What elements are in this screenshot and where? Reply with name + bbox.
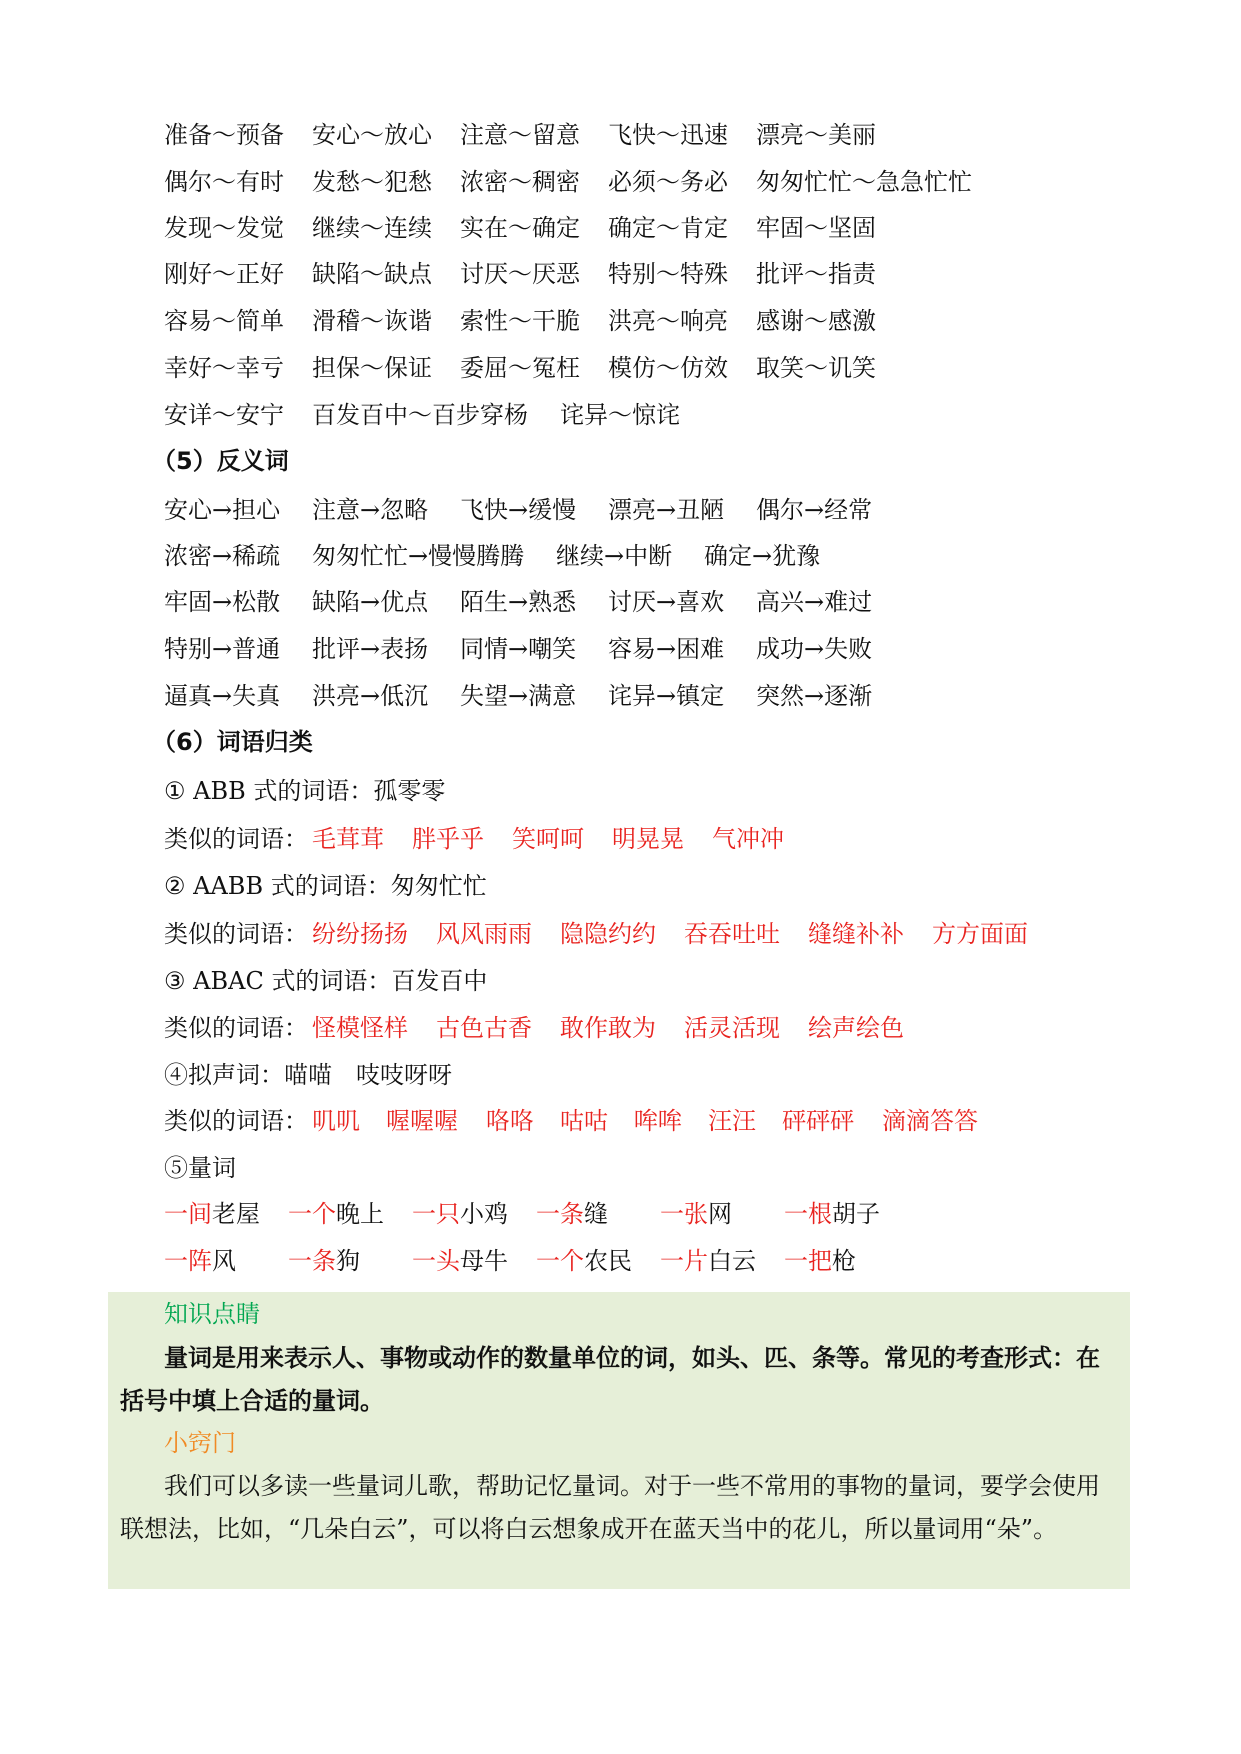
similar-label: 类似的词语： (164, 825, 308, 853)
measure-phrase: 一间老屋 (164, 1200, 260, 1228)
synonym-pair: 发现～发觉 (164, 214, 284, 242)
similar-word: 砰砰砰 (782, 1107, 854, 1135)
similar-label: 类似的词语： (164, 920, 308, 948)
similar-label: 类似的词语： (164, 1014, 308, 1042)
synonym-pair: 模仿～仿效 (608, 354, 728, 382)
onomatopoeia-line: ④拟声词：喵喵 吱吱呀呀 (164, 1061, 452, 1089)
similar-word: 绘声绘色 (808, 1014, 904, 1042)
classify-heading: （6）词语归类 (152, 728, 313, 756)
synonym-pair: 批评～指责 (756, 260, 876, 288)
measure-heading: ⑤量词 (164, 1154, 236, 1182)
antonym-pair: 高兴→难过 (756, 588, 873, 616)
antonym-pair: 继续→中断 (556, 542, 673, 570)
measure-phrase: 一个农民 (536, 1247, 632, 1275)
synonym-pair: 讨厌～厌恶 (460, 260, 580, 288)
synonym-pair: 准备～预备 (164, 121, 284, 149)
similar-word: 叽叽 (312, 1107, 360, 1135)
synonym-pair: 缺陷～缺点 (312, 260, 432, 288)
antonym-pair: 确定→犹豫 (704, 542, 821, 570)
synonym-pair: 百发百中～百步穿杨 (312, 401, 528, 429)
similar-word: 哞哞 (634, 1107, 682, 1135)
antonym-pair: 成功→失败 (756, 635, 873, 663)
synonym-pair: 发愁～犯愁 (312, 168, 432, 196)
similar-word: 毛茸茸 (312, 825, 384, 853)
similar-word: 明晃晃 (612, 825, 684, 853)
synonym-pair: 必须～务必 (608, 168, 728, 196)
similar-word: 缝缝补补 (808, 920, 904, 948)
synonym-pair: 继续～连续 (312, 214, 432, 242)
synonym-pair: 容易～简单 (164, 307, 284, 335)
similar-word: 纷纷扬扬 (312, 920, 408, 948)
synonym-pair: 感谢～感激 (756, 307, 876, 335)
synonym-pair: 注意～留意 (460, 121, 580, 149)
antonym-pair: 洪亮→低沉 (312, 682, 429, 710)
antonym-pair: 飞快→缓慢 (460, 496, 577, 524)
synonym-pair: 委屈～冤枉 (460, 354, 580, 382)
similar-word: 咯咯 (486, 1107, 534, 1135)
antonym-pair: 诧异→镇定 (608, 682, 725, 710)
antonym-pair: 容易→困难 (608, 635, 725, 663)
similar-word: 活灵活现 (684, 1014, 780, 1042)
synonym-pair: 安心～放心 (312, 121, 432, 149)
similar-word: 胖乎乎 (412, 825, 484, 853)
synonym-pair: 安详～安宁 (164, 401, 284, 429)
similar-word: 汪汪 (708, 1107, 756, 1135)
measure-phrase: 一个晚上 (288, 1200, 384, 1228)
antonym-pair: 注意→忽略 (312, 496, 429, 524)
antonym-pair: 讨厌→喜欢 (608, 588, 725, 616)
synonym-pair: 牢固～坚固 (756, 214, 876, 242)
synonym-pair: 诧异～惊诧 (560, 401, 680, 429)
synonym-pair: 漂亮～美丽 (756, 121, 876, 149)
similar-word: 喔喔喔 (386, 1107, 458, 1135)
antonym-pair: 逼真→失真 (164, 682, 281, 710)
synonym-pair: 刚好～正好 (164, 260, 284, 288)
knowledge-title: 知识点睛 (164, 1300, 260, 1328)
similar-word: 敢作敢为 (560, 1014, 656, 1042)
similar-word: 气冲冲 (712, 825, 784, 853)
antonym-pair: 同情→嘲笑 (460, 635, 577, 663)
antonym-pair: 安心→担心 (164, 496, 281, 524)
antonym-pair: 特别→普通 (164, 635, 281, 663)
measure-phrase: 一阵风 (164, 1247, 236, 1275)
synonym-pair: 实在～确定 (460, 214, 580, 242)
synonym-pair: 浓密～稠密 (460, 168, 580, 196)
antonym-pair: 突然→逐渐 (756, 682, 873, 710)
synonym-pair: 洪亮～响亮 (608, 307, 728, 335)
synonym-pair: 匆匆忙忙～急急忙忙 (756, 168, 972, 196)
measure-phrase: 一头母牛 (412, 1247, 508, 1275)
antonym-pair: 陌生→熟悉 (460, 588, 577, 616)
measure-phrase: 一把枪 (784, 1247, 856, 1275)
similar-word: 风风雨雨 (436, 920, 532, 948)
abb-line: ① ABB 式的词语：孤零零 (164, 777, 446, 805)
measure-phrase: 一张网 (660, 1200, 732, 1228)
synonym-pair: 飞快～迅速 (608, 121, 728, 149)
knowledge-box (108, 1292, 1130, 1589)
similar-word: 方方面面 (932, 920, 1028, 948)
aabb-line: ② AABB 式的词语：匆匆忙忙 (164, 872, 487, 900)
measure-phrase: 一条狗 (288, 1247, 360, 1275)
similar-word: 怪模怪样 (312, 1014, 408, 1042)
antonym-pair: 漂亮→丑陋 (608, 496, 725, 524)
knowledge-text: 量词是用来表示人、事物或动作的数量单位的词，如头、匹、条等。常见的考查形式：在括号中填上合适的量词。 (120, 1344, 1100, 1415)
similar-word: 笑呵呵 (512, 825, 584, 853)
synonym-pair: 取笑～讥笑 (756, 354, 876, 382)
synonym-pair: 确定～肯定 (608, 214, 728, 242)
antonym-pair: 匆匆忙忙→慢慢腾腾 (312, 542, 525, 570)
antonym-pair: 批评→表扬 (312, 635, 429, 663)
similar-word: 吞吞吐吐 (684, 920, 780, 948)
measure-phrase: 一片白云 (660, 1247, 756, 1275)
measure-phrase: 一只小鸡 (412, 1200, 508, 1228)
measure-phrase: 一条缝 (536, 1200, 608, 1228)
tip-text: 我们可以多读一些量词儿歌，帮助记忆量词。对于一些不常用的事物的量词，要学会使用联想法，比如，“几朵白云”，可以将白云想象成开在蓝天当中的花儿，所以量词用“朵”。 (120, 1472, 1100, 1543)
tip-title: 小窍门 (164, 1429, 236, 1457)
synonym-pair: 幸好～幸亏 (164, 354, 284, 382)
synonym-pair: 特别～特殊 (608, 260, 728, 288)
antonym-pair: 浓密→稀疏 (164, 542, 281, 570)
similar-word: 滴滴答答 (882, 1107, 978, 1135)
synonym-pair: 滑稽～诙谐 (312, 307, 432, 335)
antonym-pair: 牢固→松散 (164, 588, 281, 616)
synonym-pair: 索性～干脆 (460, 307, 580, 335)
similar-word: 隐隐约约 (560, 920, 656, 948)
synonym-pair: 偶尔～有时 (164, 168, 284, 196)
similar-word: 古色古香 (436, 1014, 532, 1042)
synonym-pair: 担保～保证 (312, 354, 432, 382)
antonyms-heading: （5）反义词 (152, 447, 289, 475)
antonym-pair: 失望→满意 (460, 682, 577, 710)
similar-label: 类似的词语： (164, 1107, 308, 1135)
antonym-pair: 缺陷→优点 (312, 588, 429, 616)
abac-line: ③ ABAC 式的词语：百发百中 (164, 967, 488, 995)
measure-phrase: 一根胡子 (784, 1200, 880, 1228)
antonym-pair: 偶尔→经常 (756, 496, 873, 524)
similar-word: 咕咕 (560, 1107, 608, 1135)
